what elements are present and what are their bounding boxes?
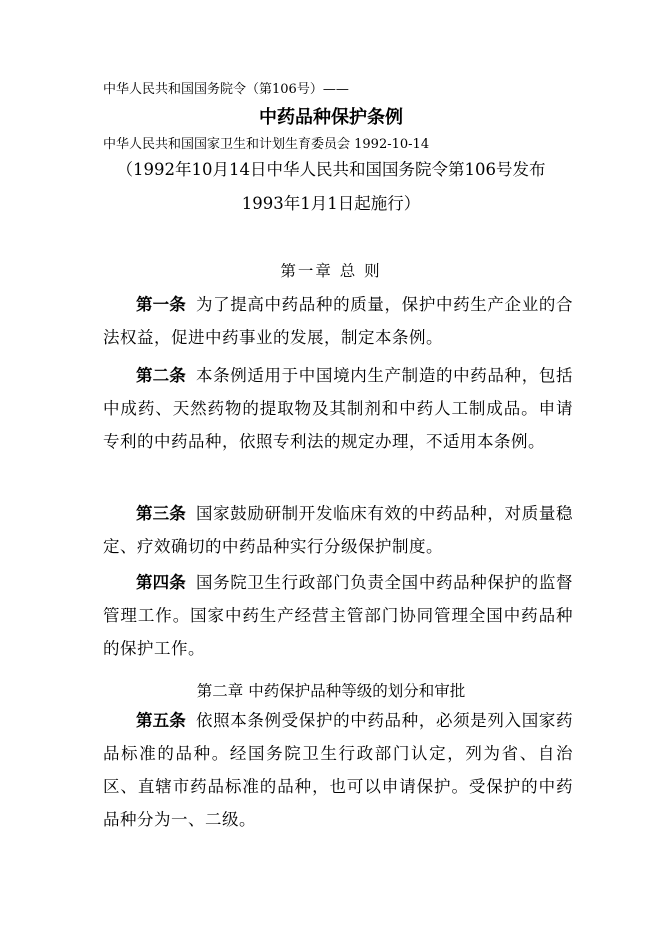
promulgation-note-line-2: 1993年1月1日起施行） — [241, 194, 421, 213]
article-1-label: 第一条 — [136, 295, 186, 314]
order-number-line: 中华人民共和国国务院令（第106号）—— — [103, 82, 349, 97]
article-4-text: 国务院卫生行政部门负责全国中药品种保护的监督管理工作。国家中药生产经营主管部门协同管理全国中药品种的保护工作。 — [103, 573, 573, 658]
promulgation-note-line-1: （1992年10月14日中华人民共和国国务院令第106号发布 — [116, 160, 546, 179]
article-4-label: 第四条 — [136, 573, 186, 592]
article-4 — [103, 566, 573, 665]
article-5-label: 第五条 — [136, 711, 186, 730]
issuer-date-line: 中华人民共和国国家卫生和计划生育委员会 1992-10-14 — [103, 137, 430, 152]
article-3 — [103, 497, 573, 563]
article-2 — [103, 359, 573, 458]
document-title: 中药品种保护条例 — [259, 107, 403, 128]
article-5 — [103, 704, 573, 836]
article-2-text: 本条例适用于中国境内生产制造的中药品种，包括中成药、天然药物的提取物及其制剂和中药人工制成品。申请专利的中药品种，依照专利法的规定办理，不适用本条例。 — [103, 366, 573, 451]
article-1-text: 为了提高中药品种的质量，保护中药生产企业的合法权益，促进中药事业的发展，制定本条例。 — [103, 295, 573, 347]
chapter-2-heading: 第二章 中药保护品种等级的划分和审批 — [196, 682, 466, 700]
article-2-label: 第二条 — [136, 366, 186, 385]
chapter-1-heading: 第一章 总 则 — [280, 262, 382, 280]
article-3-text: 国家鼓励研制开发临床有效的中药品种，对质量稳定、疗效确切的中药品种实行分级保护制度。 — [103, 504, 573, 556]
article-1 — [103, 288, 573, 354]
article-3-label: 第三条 — [136, 504, 186, 523]
article-5-text: 依照本条例受保护的中药品种，必须是列入国家药品标准的品种。经国务院卫生行政部门认定，列为省、自治区、直辖市药品标准的品种，也可以申请保护。受保护的中药品种分为一、二级。 — [103, 711, 573, 829]
